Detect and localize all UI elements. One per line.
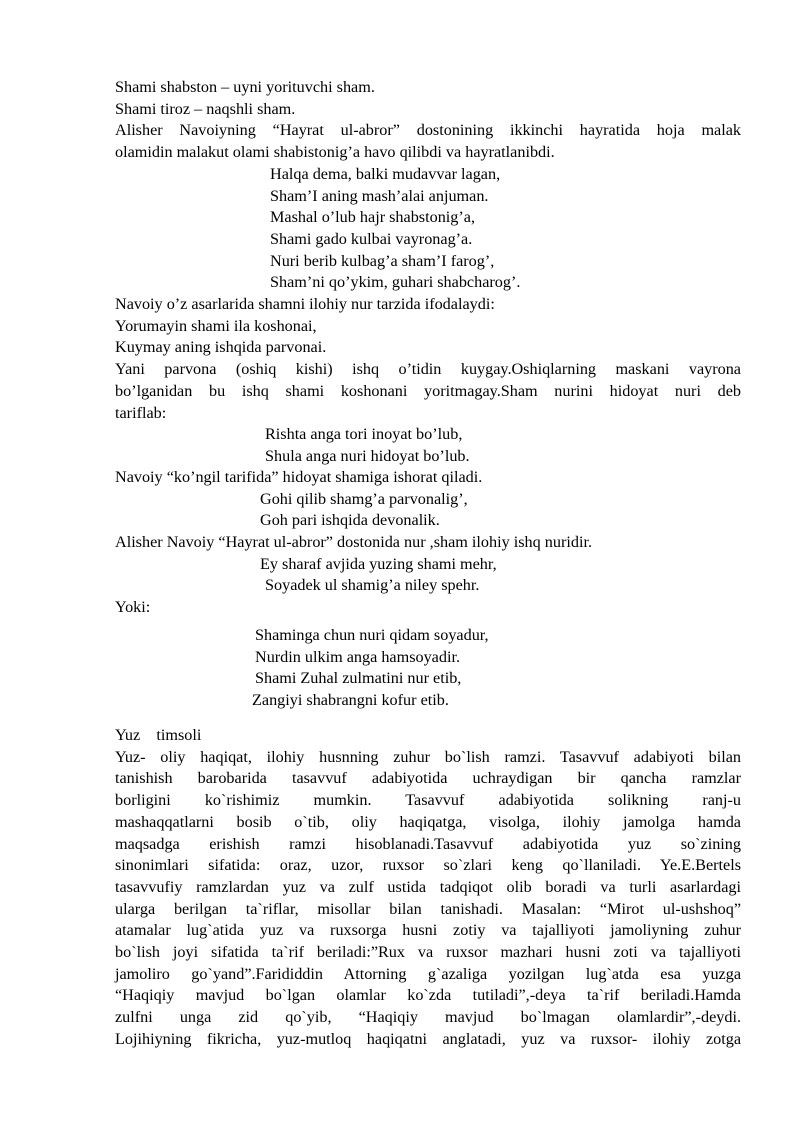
verse-line: Gohi qilib shamg’a parvonalig’, bbox=[260, 489, 468, 508]
section-yuz-timsoli bbox=[115, 725, 741, 1051]
verse-block bbox=[115, 625, 741, 712]
verse-line: Mashal o’lub hajr shabstonig’a, bbox=[270, 208, 475, 227]
verse-block bbox=[115, 489, 741, 532]
paragraph-line: bo’lganidan bu ishq shami koshonani yoritmagay.Sham nurini hidoyat nuri deb bbox=[115, 381, 741, 400]
section-shami bbox=[115, 77, 741, 294]
text-line: Shami tiroz – naqshli sham. bbox=[115, 99, 296, 118]
paragraph-line: ularga berilgan ta`riflar, misollar bilan tanishadi. Masalan: “Mirot ul-ushshoq” bbox=[115, 899, 741, 918]
text-line: Yorumayin shami ila koshonai, bbox=[115, 316, 317, 335]
verse-line: Shami gado kulbai vayronag’a. bbox=[270, 229, 473, 248]
section-hayrat bbox=[115, 532, 741, 712]
paragraph-line: sinonimlari sifatida: oraz, uzor, ruxsor so`zlari keng qo`llaniladi. Ye.E.Bertels bbox=[115, 856, 741, 875]
verse-line: Nuri berib kulbag’a sham’I farog’, bbox=[270, 251, 495, 270]
paragraph-line: tasavvufiy ramzlardan yuz va zulf ustida tadqiqot olib boradi va turli asarlardagi bbox=[115, 877, 741, 896]
text-line: Kuymay aning ishqida parvonai. bbox=[115, 338, 327, 357]
verse-block bbox=[115, 424, 741, 467]
paragraph-line: olamidin malakut olami shabistonig’a havo qilibdi va hayratlanibdi. bbox=[115, 143, 555, 162]
verse-line: Sham’ni qo’ykim, guhari shabcharog’. bbox=[270, 273, 521, 292]
verse-block bbox=[115, 554, 741, 597]
verse-line: Shula anga nuri hidoyat bo’lub. bbox=[265, 446, 470, 465]
paragraph-line: zulfni unga zid qo`yib, “Haqiqiy mavjud bo`lmagan olamlardir”,-deydi. bbox=[115, 1008, 741, 1027]
paragraph-line: Yani parvona (oshiq kishi) ishq o’tidin kuygay.Oshiqlarning maskani vayrona bbox=[115, 360, 741, 379]
paragraph-line: borligini ko`rishimiz mumkin. Tasavvuf adabiyotida solikning ranj-u bbox=[115, 791, 741, 810]
verse-line: Rishta anga tori inoyat bo’lub, bbox=[265, 425, 463, 444]
text-line: Yoki: bbox=[115, 598, 151, 617]
verse-line: Nurdin ulkim anga hamsoyadir. bbox=[255, 647, 461, 666]
paragraph-line: Yuz- oliy haqiqat, ilohiy husnning zuhur bo`lish ramzi. Tasavvuf adabiyoti bilan bbox=[115, 747, 741, 766]
text-line: Navoiy “ko’ngil tarifida” hidoyat shamiga ishorat qiladi. bbox=[115, 468, 483, 486]
verse-line: Shami Zuhal zulmatini nur etib, bbox=[255, 669, 462, 688]
paragraph-line: bo`lish joyi sifatida ta`rif beriladi:”Rux va ruxsor mazhari husni zoti va tajalliyoti bbox=[115, 943, 741, 962]
verse-line: Sham’I aning mash’alai anjuman. bbox=[270, 186, 489, 205]
paragraph-line: Lojihiyning fikricha, yuz-mutloq haqiqatni anglatadi, yuz va ruxsor- ilohiy zotga bbox=[115, 1029, 741, 1048]
text-line: Alisher Navoiy “Hayrat ul-abror” dostonida nur ,sham ilohiy ishq nuridir. bbox=[115, 533, 592, 551]
section-heading: Yuz timsoli bbox=[115, 726, 202, 744]
paragraph-line: jamoliro go`yand”.Farididdin Attorning g`azaliga yozilgan lug`atda esa yuzga bbox=[115, 964, 741, 983]
paragraph-line: tariflab: bbox=[115, 403, 167, 422]
paragraph-line: “Haqiqiy mavjud bo`lgan olamlar ko`zda tutiladi”,-deya ta`rif beriladi.Hamda bbox=[115, 986, 741, 1005]
verse-line: Zangiyi shabrangni kofur etib. bbox=[252, 690, 449, 709]
verse-line: Soyadek ul shamig’a niley spehr. bbox=[265, 576, 480, 595]
section-shamni bbox=[115, 294, 741, 468]
verse-block bbox=[115, 164, 741, 294]
paragraph-line: tanishish barobarida tasavvuf adabiyotida uchraydigan bir qancha ramzlar bbox=[115, 769, 741, 788]
paragraph-line: Alisher Navoiyning “Hayrat ul-abror” dostonining ikkinchi hayratida hoja malak bbox=[115, 121, 741, 140]
text-line: Navoiy o’z asarlarida shamni ilohiy nur tarzida ifodalaydi: bbox=[115, 295, 495, 313]
verse-line: Goh pari ishqida devonalik. bbox=[260, 511, 440, 530]
verse-line: Ey sharaf avjida yuzing shami mehr, bbox=[260, 554, 497, 573]
text-line: Shami shabston – uyni yorituvchi sham. bbox=[115, 78, 375, 96]
paragraph-line: mashaqqatlarni bosib o`tib, oliy haqiqatga, visolga, ilohiy jamolga hamda bbox=[115, 812, 741, 831]
verse-line: Halqa dema, balki mudavvar lagan, bbox=[270, 164, 501, 183]
paragraph-line: maqsadga erishish ramzi hisoblanadi.Tasavvuf adabiyotida yuz so`zining bbox=[115, 834, 741, 853]
section-kongil bbox=[115, 467, 741, 532]
verse-line: Shaminga chun nuri qidam soyadur, bbox=[255, 625, 489, 644]
paragraph-line: atamalar lug`atida yuz va ruxsorga husni zotiy va tajalliyoti jamoliyning zuhur bbox=[115, 921, 741, 940]
